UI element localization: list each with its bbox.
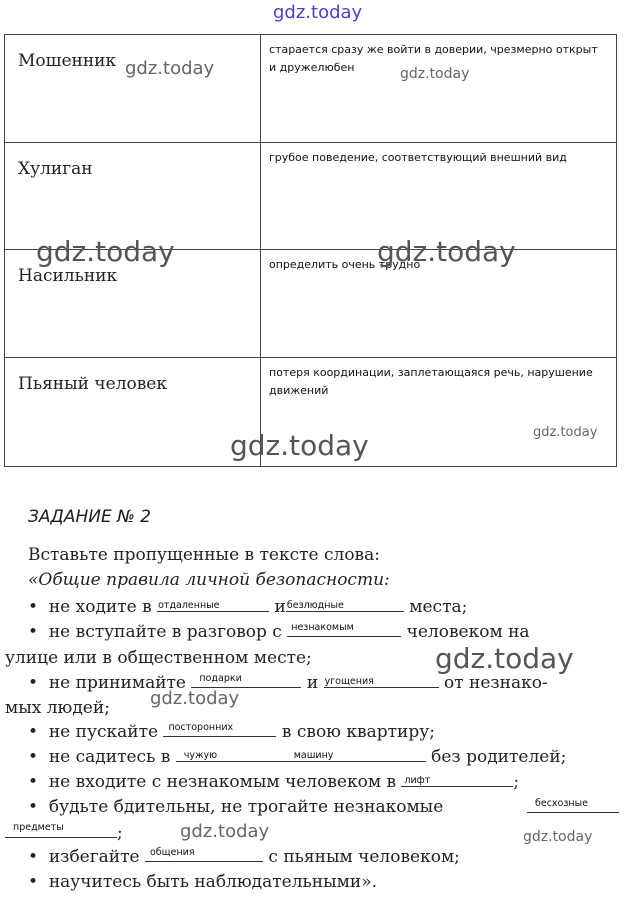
row-name: Насильник: [18, 266, 118, 286]
table-cell: [261, 143, 617, 250]
answer-text: отдаленные: [158, 599, 220, 611]
answer-blank: [176, 747, 426, 762]
answer-text: посторонних: [168, 721, 234, 733]
watermark: gdz.today: [180, 821, 270, 842]
answer-text: лифт: [404, 774, 431, 786]
watermark: gdz.today: [377, 235, 516, 268]
row-desc: старается сразу же войти в доверии, чрезмерно открыт и дружелюбен: [269, 43, 598, 74]
rule-line: [28, 672, 548, 694]
rule-line: [28, 771, 519, 793]
answer-text: подарки: [199, 672, 242, 684]
watermark: gdz.today: [230, 429, 369, 462]
rule-text: от незнако-: [443, 673, 548, 693]
answer-text: чужую: [183, 749, 218, 761]
rule-text: ;: [117, 823, 123, 843]
row-name: Хулиган: [18, 159, 93, 179]
rule-text: ;: [513, 772, 520, 792]
rule-line: [28, 871, 377, 893]
bullet: •: [28, 622, 39, 642]
rule-text: в свою квартиру;: [281, 722, 435, 742]
task-instruction: Вставьте пропущенные в тексте слова:: [28, 545, 380, 565]
rule-text: не пускайте: [48, 722, 159, 742]
answer-text: угощения: [324, 675, 374, 687]
answer-text: предметы: [13, 821, 64, 833]
table-cell: [261, 35, 617, 143]
watermark: gdz.today: [533, 425, 598, 440]
row-name: Мошенник: [18, 51, 117, 71]
bullet: •: [28, 597, 39, 617]
bullet: •: [28, 772, 39, 792]
rule-text: не садитесь в: [48, 747, 171, 767]
rule-text: мых людей;: [5, 698, 110, 718]
row-name: Пьяный человек: [18, 374, 167, 394]
bullet: •: [28, 797, 39, 817]
rule-text: с пьяным человеком;: [268, 847, 460, 867]
bullet: •: [28, 847, 39, 867]
answer-text: машину: [293, 749, 334, 761]
row-desc: потеря координации, заплетающаяся речь, нарушение движений: [269, 366, 593, 397]
rule-text: улице или в общественном месте;: [5, 648, 312, 668]
table-cell: [5, 358, 261, 467]
answer-blank: [191, 673, 301, 688]
rule-line: [28, 846, 460, 868]
answer-blank: [163, 722, 276, 737]
bullet: •: [28, 722, 39, 742]
rule-text: будьте бдительны, не трогайте незнакомые: [48, 797, 444, 817]
answer-text: безлюдные: [286, 599, 344, 611]
answer-blank: [5, 823, 117, 838]
rule-line: [28, 596, 467, 618]
answer-blank: [287, 622, 401, 637]
table-row: [5, 143, 617, 250]
rule-text: места;: [409, 597, 468, 617]
answer-text: общения: [150, 846, 195, 858]
watermark: gdz.today: [273, 2, 363, 23]
rules-title: «Общие правила личной безопасности:: [28, 570, 390, 590]
watermark: gdz.today: [435, 642, 574, 675]
rule-line: [28, 621, 530, 643]
rule-text: не ходите в: [48, 597, 152, 617]
rule-line: [5, 647, 312, 669]
rule-text: не входите с незнакомым человеком в: [48, 772, 397, 792]
bullet: •: [28, 872, 39, 892]
table-cell: [5, 35, 261, 143]
watermark: gdz.today: [523, 829, 593, 845]
rule-text: и: [306, 673, 319, 693]
answer-blank: [527, 798, 619, 813]
row-desc: определить очень трудно: [269, 258, 421, 271]
table-cell: [5, 143, 261, 250]
bullet: •: [28, 673, 39, 693]
rule-text: научитесь быть наблюдательными».: [48, 872, 377, 892]
answer-blank: [286, 597, 404, 612]
watermark: gdz.today: [400, 66, 470, 82]
watermark: gdz.today: [125, 58, 215, 79]
rule-text: избегайте: [48, 847, 140, 867]
rule-line: [28, 746, 566, 768]
rule-line: [28, 796, 443, 818]
answer-blank: [401, 772, 513, 787]
row-desc: грубое поведение, соответствующий внешний вид: [269, 151, 567, 164]
answer-blank: [157, 597, 269, 612]
watermark: gdz.today: [36, 235, 175, 268]
rule-text: и: [274, 597, 286, 617]
table-row: [5, 35, 617, 143]
rule-text: человеком на: [406, 622, 530, 642]
rule-line: [5, 697, 110, 719]
answer-blank: [324, 673, 439, 688]
task-heading: ЗАДАНИЕ № 2: [28, 507, 151, 527]
rule-text: не принимайте: [48, 673, 186, 693]
watermark: gdz.today: [150, 688, 240, 709]
rule-line: [5, 822, 123, 844]
answer-blank: [145, 847, 263, 862]
answer-text: незнакомым: [291, 621, 354, 633]
bullet: •: [28, 747, 39, 767]
answer-text: бесхозные: [535, 797, 588, 809]
rule-text: без родителей;: [431, 747, 567, 767]
rule-text: не вступайте в разговор с: [48, 622, 282, 642]
rule-line: [28, 721, 435, 743]
